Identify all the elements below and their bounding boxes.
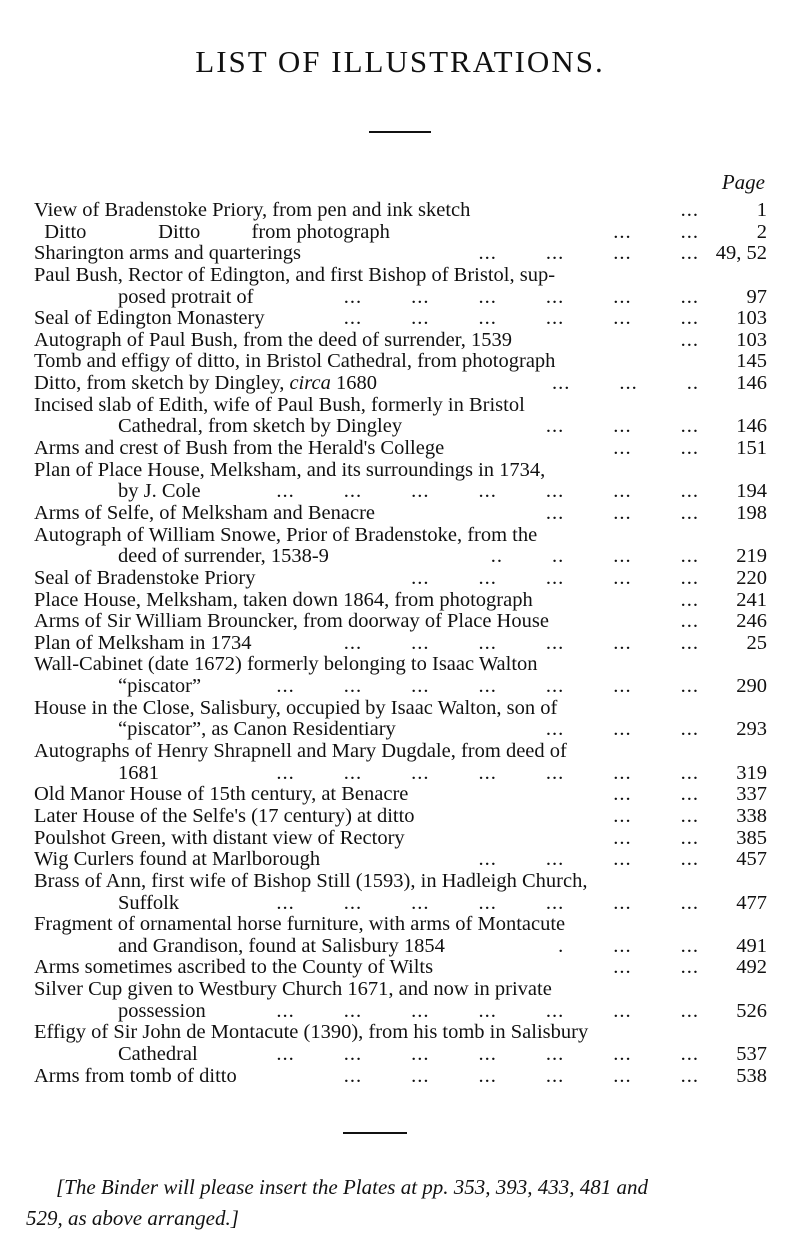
page-number: [705, 265, 767, 287]
entry-line: [34, 806, 767, 828]
list-entry: [34, 741, 767, 784]
page-number: 246: [736, 610, 767, 633]
binder-note-line-2: 529, as above arranged.]: [26, 1206, 239, 1230]
entry-text: Cathedral: [118, 1042, 198, 1065]
italic-text: circa: [289, 372, 331, 395]
list-entry: [34, 460, 767, 503]
entry-line: [34, 654, 767, 676]
entry-text: Ditto Ditto from photograph: [34, 220, 390, 243]
entry-line: [34, 633, 767, 655]
entry-line: [34, 849, 767, 871]
entry-text: Sharington arms and quarterings: [34, 242, 302, 265]
dot-leader: ... ... ..: [552, 372, 699, 395]
dot-leader: ... ... ... ... ...: [411, 566, 699, 589]
entry-line: [34, 1044, 767, 1066]
entry-line: [34, 914, 767, 936]
dot-leader: [555, 351, 705, 373]
entry-line: [34, 525, 767, 547]
page-number: [705, 525, 767, 547]
entry-text: by J. Cole: [118, 480, 201, 503]
entry-line: [34, 243, 767, 265]
entry-line: [34, 287, 767, 309]
entry-text: Arms of Sir William Brouncker, from doorway of Place House: [34, 610, 549, 633]
entry-line: [34, 936, 767, 958]
entry-text: Cathedral, from sketch by Dingley: [118, 415, 403, 438]
list-entry: [34, 611, 767, 633]
entry-text: 1681: [118, 761, 159, 784]
dot-leader: ... ...: [613, 437, 699, 460]
binder-note-line-1: [The Binder will please insert the Plates at pp. 353, 393, 433, 481 and: [56, 1175, 649, 1199]
page-number: [705, 1022, 767, 1044]
dot-leader: [555, 265, 705, 287]
dot-leader: ... ... ... ... ... ... ...: [276, 1042, 699, 1065]
page-number: 457: [736, 848, 767, 871]
page-number: 146: [736, 415, 767, 438]
list-entry: [34, 265, 767, 308]
dot-leader: [525, 395, 705, 417]
entry-line: [34, 676, 767, 698]
dot-leader: [545, 460, 705, 482]
entry-line: [34, 784, 767, 806]
entry-line: [34, 611, 767, 633]
page-number: 492: [736, 956, 767, 979]
dot-leader: [565, 914, 705, 936]
page-number: 538: [736, 1064, 767, 1087]
page-number: 194: [736, 480, 767, 503]
entry-line: [34, 741, 767, 763]
footer-divider: [343, 1132, 407, 1134]
entry-text: [34, 373, 377, 395]
page-number: 151: [736, 437, 767, 460]
page-number: 198: [736, 501, 767, 524]
entry-line: [34, 590, 767, 612]
page-number: 477: [736, 891, 767, 914]
list-entry: [34, 1022, 767, 1065]
entry-line: [34, 222, 767, 244]
dot-leader: ...: [680, 610, 699, 633]
page-number: [705, 654, 767, 676]
entry-text: Arms from tomb of ditto: [34, 1064, 237, 1087]
entry-text: Brass of Ann, first wife of Bishop Still (1593), in Hadleigh Church,: [34, 869, 588, 892]
entry-text: Arms and crest of Bush from the Herald's College: [34, 437, 445, 460]
dot-leader: ...: [680, 328, 699, 351]
entry-line: [34, 1022, 767, 1044]
entry-line: [34, 416, 767, 438]
dot-leader: ... ... ... ... ... ... ...: [276, 480, 699, 503]
list-entry: [34, 308, 767, 330]
entry-text: View of Bradenstoke Priory, from pen and ink sketch: [34, 199, 471, 221]
entry-text: Autograph of William Snowe, Prior of Bradenstoke, from the: [34, 523, 538, 546]
dot-leader: [567, 741, 705, 763]
page-number: 103: [736, 307, 767, 330]
list-entry: [34, 200, 767, 222]
entry-line: [34, 373, 767, 395]
list-entry: [34, 330, 767, 352]
page-number: 241: [736, 588, 767, 611]
page-number: 385: [736, 826, 767, 849]
dot-leader: ... ... ... ... ... ...: [343, 285, 699, 308]
page-number: 103: [736, 328, 767, 351]
entry-line: [34, 893, 767, 915]
page-number: 97: [746, 285, 767, 308]
entry-line: [34, 957, 767, 979]
dot-leader: ... ... ... ... ... ... ...: [276, 675, 699, 698]
page-number: 293: [736, 718, 767, 741]
entry-text: Old Manor House of 15th century, at Benacre: [34, 783, 409, 806]
entry-text: “piscator”, as Canon Residentiary: [118, 718, 396, 741]
entry-text: Incised slab of Edith, wife of Paul Bush, formerly in Bristol: [34, 393, 525, 416]
entry-text: deed of surrender, 1538-9: [118, 545, 329, 568]
dot-leader: ... ... ...: [545, 415, 699, 438]
dot-leader: .. .. ... ...: [490, 545, 699, 568]
list-entry: [34, 633, 767, 655]
entry-line: [34, 568, 767, 590]
entry-text: Autographs of Henry Shrapnell and Mary Dugdale, from deed of: [34, 740, 567, 763]
entry-text: and Grandison, found at Salisbury 1854: [118, 934, 445, 957]
list-entry: [34, 828, 767, 850]
illustrations-list: [34, 200, 767, 1087]
page-number: [705, 460, 767, 482]
page-number: 319: [736, 761, 767, 784]
entry-line: [34, 979, 767, 1001]
list-entry: [34, 525, 767, 568]
dot-leader: ... ... ...: [545, 501, 699, 524]
page-number: 145: [736, 350, 767, 373]
dot-leader: [587, 871, 705, 893]
dot-leader: ...: [680, 588, 699, 611]
entry-line: [34, 546, 767, 568]
entry-text: Wig Curlers found at Marlborough: [34, 848, 321, 871]
entry-text: Later House of the Selfe's (17 century) at ditto: [34, 804, 415, 827]
dot-leader: ... ... ... ...: [478, 242, 699, 265]
list-entry: [34, 222, 767, 244]
entry-text: Plan of Place House, Melksham, and its surroundings in 1734,: [34, 458, 546, 481]
entry-text: Effigy of Sir John de Montacute (1390), from his tomb in Salisbury: [34, 1021, 589, 1044]
dot-leader: [552, 979, 705, 1001]
entry-line: [34, 308, 767, 330]
list-entry: [34, 957, 767, 979]
entry-text: Seal of Edington Monastery: [34, 307, 265, 330]
list-entry: [34, 243, 767, 265]
page-number: [705, 914, 767, 936]
page-number: 491: [736, 934, 767, 957]
binder-note: [26, 1172, 771, 1234]
dot-leader: [538, 654, 705, 676]
dot-leader: ...: [680, 199, 699, 221]
entry-line: [34, 351, 767, 373]
page-number: 220: [736, 566, 767, 589]
entry-line: [34, 330, 767, 352]
entry-line: [34, 1066, 767, 1088]
dot-leader: [588, 1022, 705, 1044]
entry-line: [34, 481, 767, 503]
dot-leader: . ... ...: [558, 934, 699, 957]
entry-line: [34, 828, 767, 850]
entry-text: Arms of Selfe, of Melksham and Benacre: [34, 501, 375, 524]
page-number: [705, 698, 767, 720]
dot-leader: ... ... ... ... ... ...: [343, 307, 699, 330]
page-number: 25: [746, 631, 767, 654]
dot-leader: ... ...: [613, 783, 699, 806]
entry-line: [34, 719, 767, 741]
list-entry: [34, 849, 767, 871]
entry-text: Seal of Bradenstoke Priory: [34, 566, 256, 589]
page-number: 1: [756, 199, 767, 221]
list-entry: [34, 784, 767, 806]
list-entry: [34, 914, 767, 957]
dot-leader: ... ...: [613, 220, 699, 243]
entry-text: Fragment of ornamental horse furniture, with arms of Montacute: [34, 913, 566, 936]
dot-leader: ... ...: [613, 956, 699, 979]
entry-text: Tomb and effigy of ditto, in Bristol Cathedral, from photograph: [34, 350, 556, 373]
dot-leader: ... ... ... ...: [478, 848, 699, 871]
dot-leader: ... ... ... ... ... ...: [343, 1064, 699, 1087]
entry-text: Place House, Melksham, taken down 1864, from photograph: [34, 588, 533, 611]
entry-text: Autograph of Paul Bush, from the deed of surrender, 1539: [34, 328, 512, 351]
list-entry: [34, 503, 767, 525]
entry-line: [34, 265, 767, 287]
dot-leader: ... ...: [613, 804, 699, 827]
entry-text: posed protrait of: [118, 285, 254, 308]
list-entry: [34, 568, 767, 590]
page-number: 526: [736, 999, 767, 1022]
entry-text-segment: Ditto, from sketch by Dingley,: [34, 372, 290, 395]
page-number: 290: [736, 675, 767, 698]
list-entry: [34, 1066, 767, 1088]
list-entry: [34, 438, 767, 460]
entry-line: [34, 698, 767, 720]
list-entry: [34, 698, 767, 741]
page-number: 337: [736, 783, 767, 806]
entry-text: Arms sometimes ascribed to the County of Wilts: [34, 956, 434, 979]
dot-leader: ... ... ...: [545, 718, 699, 741]
page-number: [705, 979, 767, 1001]
entry-text: House in the Close, Salisbury, occupied by Isaac Walton, son of: [34, 696, 558, 719]
entry-line: [34, 395, 767, 417]
entry-text: possession: [118, 999, 206, 1022]
dot-leader: ... ... ... ... ... ... ...: [276, 761, 699, 784]
list-entry: [34, 806, 767, 828]
entry-line: [34, 763, 767, 785]
page-title: LIST OF ILLUSTRATIONS.: [195, 44, 605, 79]
list-entry: [34, 654, 767, 697]
page-number: [705, 395, 767, 417]
list-entry: [34, 351, 767, 373]
dot-leader: ... ... ... ... ... ... ...: [276, 999, 699, 1022]
page-number: 2: [756, 220, 767, 243]
list-entry: [34, 373, 767, 395]
entry-line: [34, 503, 767, 525]
entry-line: [34, 871, 767, 893]
entry-line: [34, 460, 767, 482]
entry-text: “piscator”: [118, 675, 202, 698]
page-number: 537: [736, 1042, 767, 1065]
entry-line: [34, 200, 767, 222]
page-number: 49, 52: [715, 242, 767, 265]
page-column-header: Page: [721, 170, 765, 194]
list-entry: [34, 871, 767, 914]
entry-line: [34, 1001, 767, 1023]
title-divider: [369, 131, 431, 133]
entry-text: Poulshot Green, with distant view of Rectory: [34, 826, 405, 849]
dot-leader: [557, 698, 705, 720]
entry-text: Wall-Cabinet (date 1672) formerly belonging to Isaac Walton: [34, 653, 538, 676]
entry-text: Suffolk: [118, 891, 180, 914]
page-number: 219: [736, 545, 767, 568]
entry-text-segment: 1680: [330, 372, 377, 395]
entry-text: Paul Bush, Rector of Edington, and first Bishop of Bristol, sup-: [34, 263, 556, 286]
dot-leader: ... ... ... ... ... ...: [343, 631, 699, 654]
list-entry: [34, 979, 767, 1022]
dot-leader: ... ... ... ... ... ... ...: [276, 891, 699, 914]
page-number: 338: [736, 804, 767, 827]
dot-leader: ... ...: [613, 826, 699, 849]
list-entry: [34, 590, 767, 612]
page-number: [705, 871, 767, 893]
entry-line: [34, 438, 767, 460]
page-number: [705, 741, 767, 763]
dot-leader: [537, 525, 705, 547]
page-number: 146: [736, 372, 767, 395]
entry-text: Plan of Melksham in 1734: [34, 631, 252, 654]
list-entry: [34, 395, 767, 438]
entry-text: Silver Cup given to Westbury Church 1671, and now in private: [34, 978, 552, 1001]
